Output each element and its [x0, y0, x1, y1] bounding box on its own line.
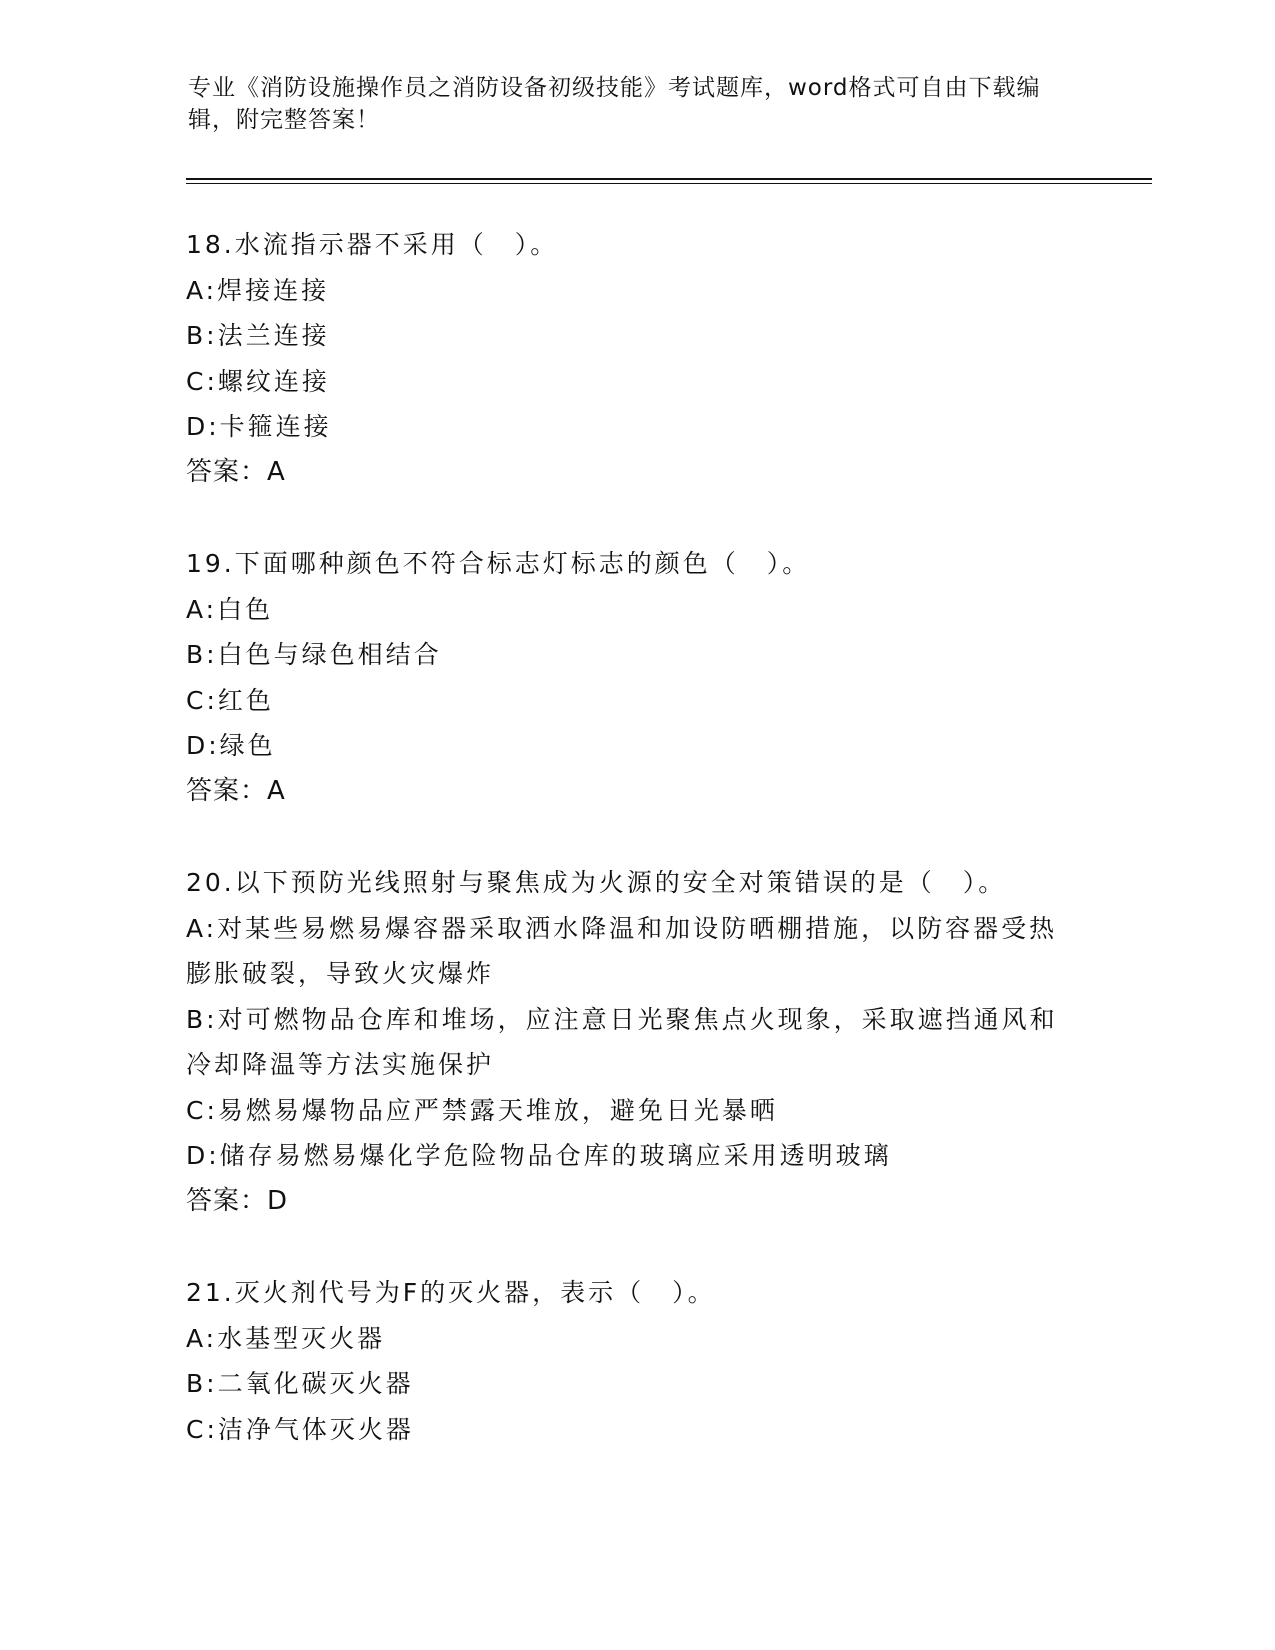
answer-label: 答案：A: [186, 456, 286, 487]
question-stem: 21.灭火剂代号为F的灭火器，表示（ ）。: [186, 1278, 716, 1307]
option-d: D:储存易燃易爆化学危险物品仓库的玻璃应采用透明玻璃: [186, 1141, 892, 1170]
option-b: B:白色与绿色相结合: [186, 640, 442, 669]
question-stem: 19.下面哪种颜色不符合标志灯标志的颜色（ ）。: [186, 549, 811, 578]
option-a: A:白色: [186, 594, 274, 624]
option-b: B:对可燃物品仓库和堆场，应注意日光聚焦点火现象，采取遮挡通风和冷却降温等方法实施保护: [186, 1004, 1058, 1079]
option-c: C:螺纹连接: [186, 366, 330, 396]
option-d: D:卡箍连接: [186, 412, 332, 441]
header-divider-thin: [186, 183, 1152, 184]
question-stem: 20.以下预防光线照射与聚焦成为火源的安全对策错误的是（ ）。: [186, 868, 1007, 897]
question-21: [186, 1270, 1086, 1452]
question-stem: 18.水流指示器不采用（ ）。: [186, 230, 559, 259]
document-header: 专业《消防设施操作员之消防设备初级技能》考试题库，word格式可自由下载编辑，附完整答案！: [188, 75, 1041, 133]
answer-label: 答案：A: [186, 775, 286, 806]
option-a: A:水基型灭火器: [186, 1323, 386, 1353]
option-b: B:二氧化碳灭火器: [186, 1369, 414, 1398]
option-a: A:对某些易燃易爆容器采取洒水降温和加设防晒棚措施，以防容器受热膨胀破裂，导致火灾爆炸: [186, 913, 1058, 988]
question-19: [186, 541, 1086, 814]
answer-label: 答案：D: [186, 1185, 289, 1216]
question-20: [186, 860, 1066, 1224]
option-c: C:洁净气体灭火器: [186, 1414, 414, 1444]
header-divider-thick: [186, 178, 1152, 180]
option-a: A:焊接连接: [186, 275, 330, 305]
option-d: D:绿色: [186, 731, 276, 760]
option-c: C:易燃易爆物品应严禁露天堆放，避免日光暴晒: [186, 1095, 778, 1125]
option-b: B:法兰连接: [186, 321, 330, 350]
question-18: [186, 222, 1086, 495]
option-c: C:红色: [186, 685, 274, 715]
